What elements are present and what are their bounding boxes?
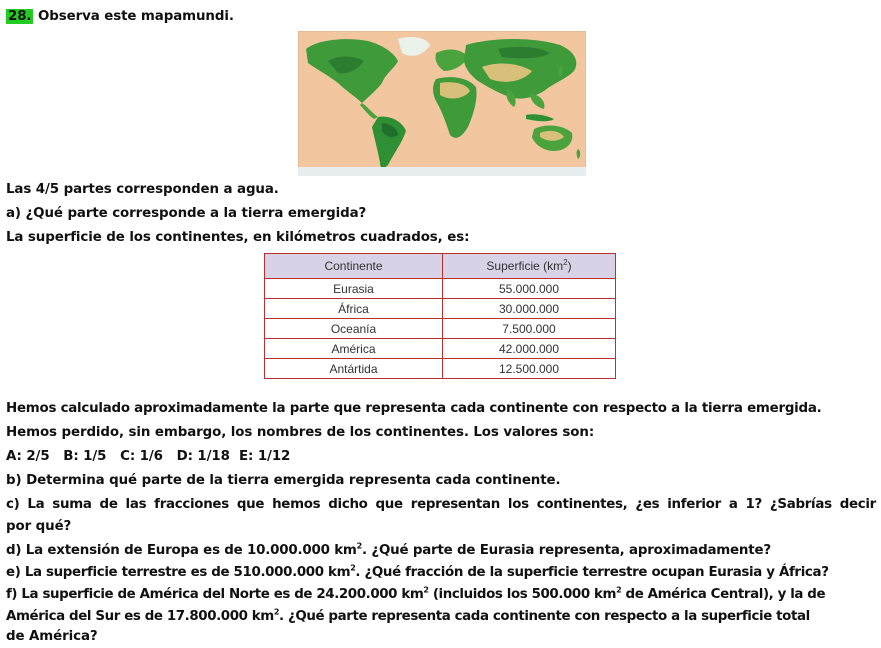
value-a: A: 2/5 [6, 449, 50, 464]
table-row [265, 299, 616, 319]
table-row [265, 339, 616, 359]
cell-area: 30.000.000 [443, 299, 616, 319]
exercise-number: 28. [8, 9, 32, 24]
table-row [265, 319, 616, 339]
question-c-line-2: por qué? [6, 519, 72, 534]
cell-area: 55.000.000 [443, 279, 616, 299]
cell-continent: África [265, 299, 443, 319]
continents-table [264, 253, 616, 379]
question-f-line-1: f) La superficie de América del Norte es de 24.200.000 $km^2$ (incluidos los 500.000 $km^2$ de América Central), y la de [6, 585, 826, 602]
cell-area: 42.000.000 [443, 339, 616, 359]
header-continent: Continente [265, 254, 443, 279]
values-list [6, 448, 290, 466]
cell-area: 12.500.000 [443, 359, 616, 379]
cell-continent: Eurasia [265, 279, 443, 299]
question-e: e) La superficie terrestre es de 510.000.000 $km^2$. ¿Qué fracción de la superficie terrestre ocupan Eurasia y África? [6, 563, 829, 580]
paragraph-1: Hemos calculado aproximadamente la parte que representa cada continente con respecto a la tierra emergida. [6, 401, 822, 416]
cell-area: 7.500.000 [443, 319, 616, 339]
value-d: D: 1/18 [176, 449, 230, 464]
value-b: B: 1/5 [63, 449, 107, 464]
table-row [265, 279, 616, 299]
world-map-image [298, 31, 586, 176]
question-f-line-3: de América? [6, 629, 98, 644]
value-e: E: 1/12 [238, 449, 291, 464]
question-d: d) La extensión de Europa es de 10.000.000 $km^2$. ¿Qué parte de Eurasia representa, aproximadamente? [6, 541, 771, 558]
cell-continent: Antártida [265, 359, 443, 379]
question-b: b) Determina qué parte de la tierra emergida representa cada continente. [6, 473, 561, 488]
value-c: C: 1/6 [120, 449, 163, 464]
cell-continent: América [265, 339, 443, 359]
statement-water: Las 4/5 partes corresponden a agua. [6, 182, 279, 197]
table-intro: La superficie de los continentes, en kilómetros cuadrados, es: [6, 230, 470, 245]
exercise-title: Observa este mapamundi. [37, 9, 234, 24]
question-c-line-1: c) La suma de las fracciones que hemos dicho que representan los continentes, ¿es inferior a 1? ¿Sabrías decir [6, 497, 876, 512]
table-header-row [265, 254, 616, 279]
table-row [265, 359, 616, 379]
paragraph-2: Hemos perdido, sin embargo, los nombres de los continentes. Los valores son: [6, 425, 595, 440]
cell-continent: Oceanía [265, 319, 443, 339]
question-a: a) ¿Qué parte corresponde a la tierra emergida? [6, 206, 367, 221]
question-f-line-2: América del Sur es de 17.800.000 $km^2$. ¿Qué parte representa cada continente con respecto a la superficie total [6, 607, 810, 624]
header-area: Superficie $(km^2)$ [443, 254, 616, 279]
exercise-heading [6, 8, 234, 26]
